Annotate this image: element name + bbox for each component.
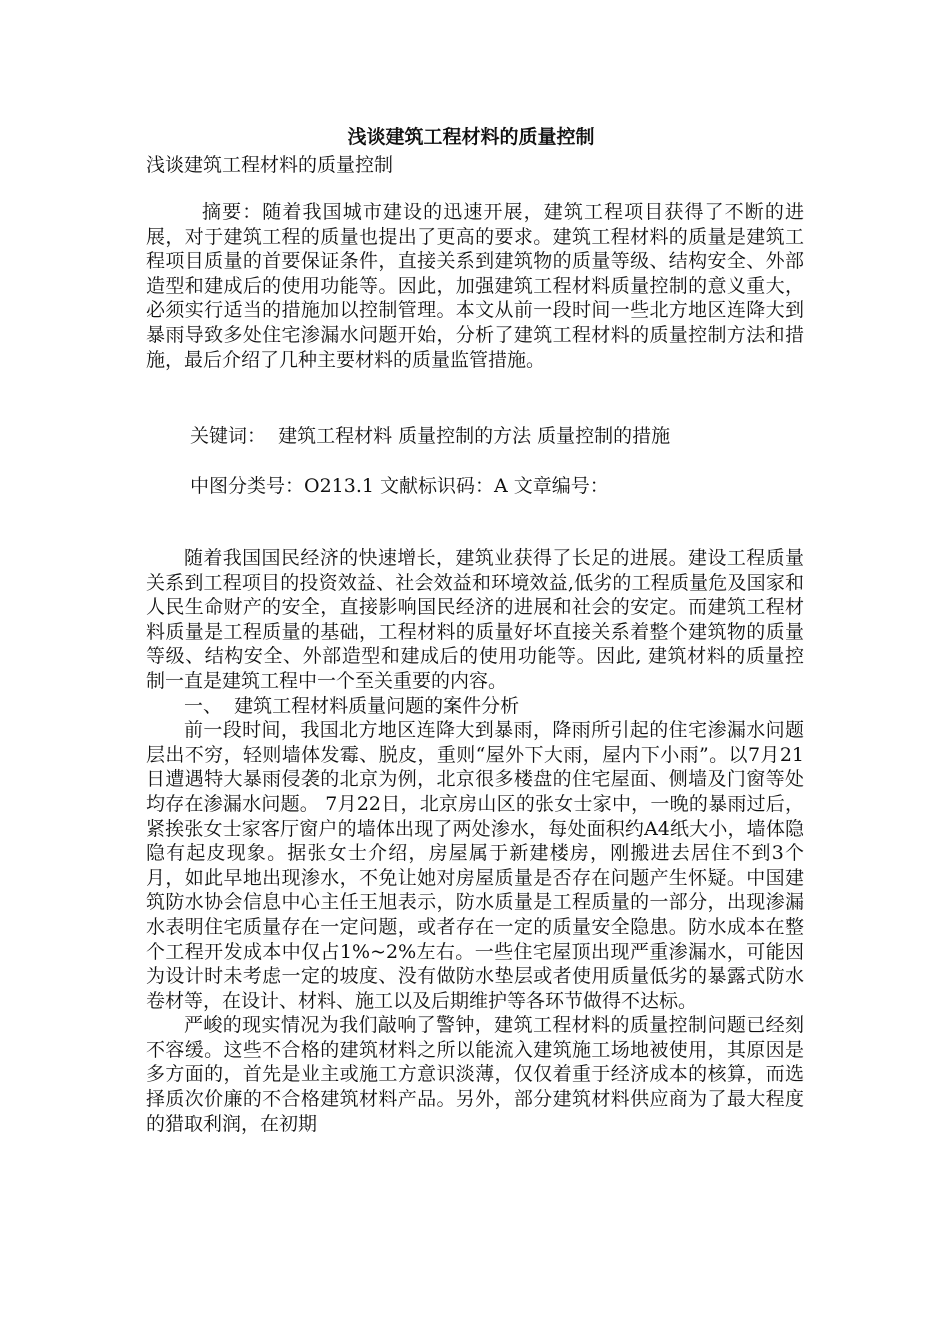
document-subtitle: 浅谈建筑工程材料的质量控制 — [146, 154, 394, 176]
section-heading-1: 一、 建筑工程材料质量问题的案件分析 — [184, 694, 520, 717]
keywords-line: 关键词： 建筑工程材料 质量控制的方法 质量控制的措施 — [190, 425, 671, 447]
article-body — [146, 546, 804, 1136]
body-paragraph-case: 前一段时间，我国北方地区连降大到暴雨，降雨所引起的住宅渗漏水问题层出不穷，轻则墙体发霉、脱皮，重则“屋外下大雨，屋内下小雨”。以7月21日遭遇特大暴雨侵袭的北京为例，北京很多楼盘的住宅屋面、侧墙及门窗等处均存在渗漏水问题。 7月22日，北京房山区的张女士家中，一晚的暴雨过后，紧挨张女士家客厅窗户的墙体出现了两处渗水，每处面积约A4纸大小，墙体隐隐有起皮现象。据张女士介绍，房屋属于新建楼房，刚搬进去居住不到3个月，如此早地出现渗水，不免让她对房屋质量是否存在问题产生怀疑。中国建筑防水协会信息中心主任王旭表示，防水质量是工程质量的一部分，出现渗漏水表明住宅质量存在一定问题，或者存在一定的质量安全隐患。防水成本在整个工程开发成本中仅占1%~2%左右。一些住宅屋顶出现严重渗漏水，可能因为设计时未考虑一定的坡度、没有做防水垫层或者使用质量低劣的暴露式防水卷材等，在设计、材料、施工以及后期维护等各环节做得不达标。 — [146, 719, 804, 1012]
body-paragraph-intro: 随着我国国民经济的快速增长，建筑业获得了长足的进展。建设工程质量关系到工程项目的投资效益、社会效益和环境效益,低劣的工程质量危及国家和人民生命财产的安全，直接影响国民经济的进展和社会的安定。而建筑工程材料质量是工程质量的基础，工程材料的质量好坏直接关系着整个建筑物的质量等级、结构安全、外部造型和建成后的使用功能等。因此, 建筑材料的质量控制一直是建筑工程中一个至关重要的内容。 — [146, 547, 804, 692]
body-paragraph-warning: 严峻的现实情况为我们敲响了警钟，建筑工程材料的质量控制问题已经刻不容缓。这些不合格的建筑材料之所以能流入建筑施工场地被使用，其原因是多方面的，首先是业主或施工方意识淡薄，仅仅着重于经济成本的核算，而选择质次价廉的不合格建筑材料产品。另外，部分建筑材料供应商为了最大程度的猎取利润，在初期 — [146, 1014, 804, 1135]
abstract-paragraph: 摘要：随着我国城市建设的迅速开展，建筑工程项目获得了不断的进展，对于建筑工程的质量也提出了更高的要求。建筑工程材料的质量是建筑工程项目质量的首要保证条件，直接关系到建筑物的质量等级、结构安全、外部造型和建成后的使用功能等。因此，加强建筑工程材料质量控制的意义重大，必须实行适当的措施加以控制管理。本文从前一段时间一些北方地区连降大到暴雨导致多处住宅渗漏水问题开始，分析了建筑工程材料的质量控制方法和措施，最后介绍了几种主要材料的质量监管措施。 — [146, 201, 804, 371]
classification-line: 中图分类号：O213.1 文献标识码：A 文章编号： — [190, 475, 609, 497]
document-title: 浅谈建筑工程材料的质量控制 — [347, 126, 595, 148]
